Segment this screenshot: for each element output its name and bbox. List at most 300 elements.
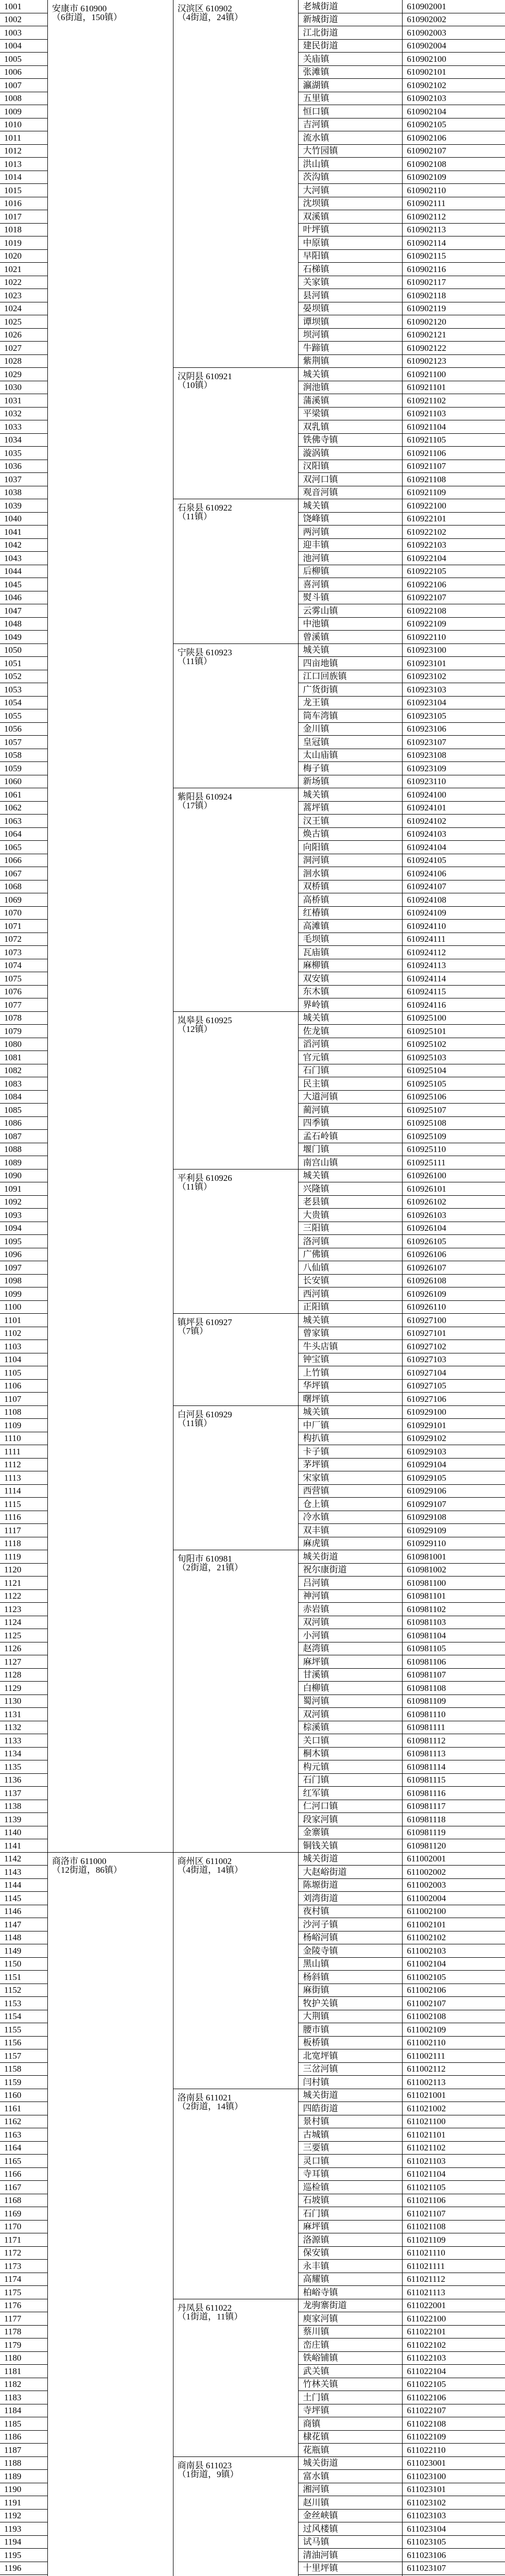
town-code: 610924103	[403, 827, 505, 841]
row-number: 1110	[0, 1432, 47, 1445]
row-number: 1100	[0, 1300, 47, 1314]
town-name: 中厂镇	[299, 1419, 403, 1432]
row-number: 1009	[0, 105, 47, 118]
town-code: 610926102	[403, 1195, 505, 1209]
town-name: 双安镇	[299, 972, 403, 986]
row-number: 1076	[0, 985, 47, 998]
row-number: 1094	[0, 1222, 47, 1235]
row-number: 1036	[0, 460, 47, 473]
town-name: 汉阳镇	[299, 460, 403, 473]
town-name: 城关街道	[299, 1550, 403, 1564]
town-name: 长安镇	[299, 1274, 403, 1287]
county-cell-text	[178, 1857, 294, 1874]
town-code: 611002110	[403, 2036, 505, 2049]
town-code: 610924108	[403, 893, 505, 907]
town-name: 峦庄镇	[299, 2338, 403, 2352]
town-code: 610921104	[403, 420, 505, 434]
row-number: 1008	[0, 92, 47, 105]
town-code: 610902102	[403, 79, 505, 92]
county-cell-continued	[173, 2483, 299, 2576]
row-number: 1129	[0, 1682, 47, 1695]
row-number: 1074	[0, 959, 47, 972]
county-cell-continued	[173, 2115, 299, 2299]
town-code: 610981114	[403, 1760, 505, 1774]
town-code: 611002101	[403, 1918, 505, 1931]
row-number: 1123	[0, 1603, 47, 1616]
town-code: 611021106	[403, 2194, 505, 2207]
row-number: 1025	[0, 315, 47, 329]
town-code: 610925105	[403, 1077, 505, 1091]
row-number: 1095	[0, 1235, 47, 1248]
town-name: 谭坝镇	[299, 315, 403, 329]
town-code: 610902103	[403, 92, 505, 105]
town-code: 610929103	[403, 1445, 505, 1459]
town-name: 黑山镇	[299, 1957, 403, 1971]
town-code: 610902106	[403, 131, 505, 145]
row-number: 1182	[0, 2378, 47, 2391]
town-name: 兴隆镇	[299, 1182, 403, 1196]
town-code: 610902118	[403, 289, 505, 302]
row-number: 1136	[0, 1773, 47, 1787]
row-number: 1168	[0, 2194, 47, 2207]
town-name: 金陵寺镇	[299, 1944, 403, 1958]
row-number: 1031	[0, 394, 47, 408]
town-code: 610922101	[403, 512, 505, 526]
town-name: 大赵峪街道	[299, 1866, 403, 1879]
town-code: 610924113	[403, 959, 505, 972]
town-code: 611002109	[403, 2023, 505, 2037]
town-name: 大贵镇	[299, 1209, 403, 1222]
town-name: 滔河镇	[299, 1038, 403, 1051]
county-cell-note: （2街道，21镇）	[177, 1563, 243, 1573]
town-code: 610926108	[403, 1274, 505, 1287]
town-code: 610925107	[403, 1104, 505, 1117]
row-number: 1167	[0, 2181, 47, 2194]
row-number: 1080	[0, 1038, 47, 1051]
row-number: 1022	[0, 276, 47, 289]
town-name: 县河镇	[299, 289, 403, 302]
town-name: 金川镇	[299, 722, 403, 736]
row-number: 1058	[0, 749, 47, 762]
town-name: 双桥镇	[299, 880, 403, 893]
row-number: 1139	[0, 1813, 47, 1826]
county-cell-name: 镇坪县 610927	[177, 1317, 232, 1328]
town-name: 城关镇	[299, 499, 403, 513]
row-number: 1181	[0, 2365, 47, 2378]
town-name: 构扒镇	[299, 1432, 403, 1445]
county-cell-continued	[173, 1195, 299, 1314]
row-number: 1039	[0, 499, 47, 513]
town-name: 腰市镇	[299, 2023, 403, 2037]
row-number: 1042	[0, 538, 47, 552]
row-number: 1154	[0, 2010, 47, 2023]
row-number: 1006	[0, 65, 47, 79]
town-name: 八仙镇	[299, 1261, 403, 1275]
row-number: 1078	[0, 1011, 47, 1025]
town-code: 610902108	[403, 158, 505, 171]
county-cell-name: 商南县 611023	[177, 2460, 232, 2470]
town-name: 佐龙镇	[299, 1025, 403, 1038]
row-number: 1093	[0, 1209, 47, 1222]
town-name: 西营镇	[299, 1484, 403, 1498]
town-name: 毛坝镇	[299, 933, 403, 946]
row-number: 1134	[0, 1747, 47, 1760]
row-number: 1170	[0, 2220, 47, 2233]
row-number: 1051	[0, 657, 47, 670]
town-code: 610924109	[403, 906, 505, 920]
city-cell-continued	[47, 1878, 173, 2576]
row-number: 1169	[0, 2207, 47, 2221]
row-number: 1133	[0, 1734, 47, 1748]
row-number: 1101	[0, 1314, 47, 1327]
row-number: 1118	[0, 1537, 47, 1550]
town-code: 610981103	[403, 1616, 505, 1629]
county-cell-text	[178, 648, 294, 666]
row-number: 1156	[0, 2036, 47, 2049]
town-name: 石门镇	[299, 1064, 403, 1077]
row-number: 1103	[0, 1340, 47, 1353]
town-name: 城关镇	[299, 1169, 403, 1182]
town-code: 610927106	[403, 1393, 505, 1406]
row-number: 1186	[0, 2430, 47, 2444]
row-number: 1157	[0, 2049, 47, 2063]
town-name: 双河镇	[299, 1708, 403, 1721]
town-name: 石坡镇	[299, 2194, 403, 2207]
row-number: 1166	[0, 2167, 47, 2181]
row-number: 1089	[0, 1156, 47, 1170]
town-name: 景村镇	[299, 2115, 403, 2128]
row-number: 1175	[0, 2286, 47, 2299]
town-code: 611002102	[403, 1931, 505, 1944]
town-name: 祝尔康街道	[299, 1563, 403, 1577]
town-code: 610922106	[403, 578, 505, 591]
row-number: 1117	[0, 1524, 47, 1537]
row-number: 1107	[0, 1393, 47, 1406]
town-name: 古城镇	[299, 2128, 403, 2142]
town-name: 沙河子镇	[299, 1918, 403, 1931]
town-name: 吉河镇	[299, 118, 403, 131]
row-number: 1030	[0, 381, 47, 394]
town-code: 610926104	[403, 1222, 505, 1235]
row-number: 1073	[0, 946, 47, 959]
town-name: 石门镇	[299, 2207, 403, 2221]
town-code: 610981001	[403, 1550, 505, 1564]
row-number: 1185	[0, 2417, 47, 2431]
town-code: 610924105	[403, 854, 505, 867]
town-code: 610926106	[403, 1248, 505, 1261]
row-number: 1046	[0, 591, 47, 604]
town-name: 洞河镇	[299, 854, 403, 867]
row-number: 1145	[0, 1892, 47, 1905]
row-number: 1029	[0, 368, 47, 381]
row-number: 1066	[0, 854, 47, 867]
town-name: 麻柳镇	[299, 959, 403, 972]
town-name: 麻坪镇	[299, 2220, 403, 2233]
row-number: 1137	[0, 1787, 47, 1800]
county-cell-note: （10镇）	[177, 380, 213, 391]
row-number: 1160	[0, 2089, 47, 2102]
row-number: 1056	[0, 722, 47, 736]
town-name: 夜村镇	[299, 1905, 403, 1918]
town-code: 610902113	[403, 223, 505, 236]
town-name: 城关街道	[299, 2456, 403, 2470]
row-number: 1047	[0, 604, 47, 618]
town-name: 中池镇	[299, 617, 403, 631]
town-name: 吕河镇	[299, 1577, 403, 1590]
town-code: 611023102	[403, 2496, 505, 2510]
row-number: 1173	[0, 2260, 47, 2273]
row-number: 1196	[0, 2562, 47, 2575]
town-code: 610929105	[403, 1471, 505, 1485]
county-cell-name: 洛南县 611021	[177, 2092, 232, 2103]
county-cell-name: 白河县 610929	[177, 1409, 232, 1419]
town-name: 广货街镇	[299, 683, 403, 697]
row-number: 1069	[0, 893, 47, 907]
town-code: 611022103	[403, 2351, 505, 2365]
row-number: 1190	[0, 2483, 47, 2496]
town-name: 北宽坪镇	[299, 2049, 403, 2063]
town-code: 610924112	[403, 946, 505, 959]
county-cell-text	[178, 1174, 294, 1191]
row-number: 1086	[0, 1116, 47, 1130]
town-code: 610981117	[403, 1800, 505, 1813]
town-code: 610926101	[403, 1182, 505, 1196]
county-cell-name: 汉阴县 610921	[177, 371, 232, 382]
town-name: 双丰镇	[299, 1524, 403, 1537]
town-name: 三岔河镇	[299, 2062, 403, 2076]
row-number: 1158	[0, 2062, 47, 2076]
town-code: 611002105	[403, 1971, 505, 1984]
town-name: 恒口镇	[299, 105, 403, 118]
row-number: 1050	[0, 643, 47, 657]
town-name: 后柳镇	[299, 565, 403, 578]
town-code: 611021103	[403, 2155, 505, 2168]
county-cell-name: 宁陕县 610923	[177, 647, 232, 657]
town-name: 城关镇	[299, 788, 403, 802]
town-name: 巡检镇	[299, 2181, 403, 2194]
town-code: 610981109	[403, 1694, 505, 1708]
county-cell-continued	[173, 815, 299, 1012]
town-code: 610922104	[403, 552, 505, 565]
county-cell-note: （17镇）	[177, 801, 213, 811]
town-name: 赤岩镇	[299, 1603, 403, 1616]
row-number: 1144	[0, 1878, 47, 1892]
town-code: 611002003	[403, 1878, 505, 1892]
town-code: 611002108	[403, 2010, 505, 2023]
row-number: 1191	[0, 2496, 47, 2510]
town-code: 610926105	[403, 1235, 505, 1248]
county-cell-continued	[173, 1038, 299, 1169]
row-number: 1105	[0, 1366, 47, 1380]
town-code: 610902104	[403, 105, 505, 118]
row-number: 1140	[0, 1826, 47, 1839]
town-name: 麻街镇	[299, 1984, 403, 1997]
town-name: 西河镇	[299, 1287, 403, 1301]
row-number: 1124	[0, 1616, 47, 1629]
town-code: 610929110	[403, 1537, 505, 1550]
county-cell	[173, 1169, 299, 1195]
town-code: 611021113	[403, 2286, 505, 2299]
town-name: 云雾山镇	[299, 604, 403, 618]
town-code: 610921108	[403, 473, 505, 486]
town-code: 610925111	[403, 1156, 505, 1170]
town-name: 铜钱关镇	[299, 1839, 403, 1853]
row-number: 1177	[0, 2312, 47, 2326]
row-number: 1184	[0, 2404, 47, 2417]
town-code: 611022107	[403, 2404, 505, 2417]
row-number: 1098	[0, 1274, 47, 1287]
town-name: 棕溪镇	[299, 1721, 403, 1734]
town-name: 土门镇	[299, 2391, 403, 2404]
town-code: 611021102	[403, 2141, 505, 2155]
county-cell-text	[178, 1318, 294, 1335]
town-name: 瓦庙镇	[299, 946, 403, 959]
row-number: 1151	[0, 1971, 47, 1984]
town-name: 界岭镇	[299, 998, 403, 1012]
county-cell-text	[178, 1016, 294, 1033]
town-code: 611002106	[403, 1984, 505, 1997]
town-name: 冷水镇	[299, 1511, 403, 1524]
town-name: 棣花镇	[299, 2430, 403, 2444]
town-code: 610921107	[403, 460, 505, 473]
county-cell	[173, 1314, 299, 1340]
town-code: 610924102	[403, 815, 505, 828]
town-code: 610981120	[403, 1839, 505, 1853]
row-number: 1087	[0, 1130, 47, 1143]
town-code: 611023001	[403, 2456, 505, 2470]
town-name: 铁佛寺镇	[299, 433, 403, 447]
town-name: 牛头店镇	[299, 1340, 403, 1353]
row-number: 1128	[0, 1668, 47, 1682]
row-number: 1142	[0, 1852, 47, 1866]
town-name: 城关街道	[299, 2089, 403, 2102]
town-name: 城关街道	[299, 1852, 403, 1866]
town-name: 三阳镇	[299, 1222, 403, 1235]
town-name: 麻坪镇	[299, 1655, 403, 1669]
row-number: 1062	[0, 801, 47, 815]
town-name: 桐木镇	[299, 1747, 403, 1760]
town-code: 611021105	[403, 2181, 505, 2194]
row-number: 1035	[0, 447, 47, 460]
town-name: 坝河镇	[299, 328, 403, 342]
town-code: 610925109	[403, 1130, 505, 1143]
town-name: 关庙镇	[299, 53, 403, 66]
county-cell-text	[178, 4, 294, 22]
town-name: 官元镇	[299, 1051, 403, 1064]
row-number: 1141	[0, 1839, 47, 1853]
row-number: 1122	[0, 1589, 47, 1603]
city-cell	[47, 1852, 173, 1878]
town-name: 城关镇	[299, 1011, 403, 1025]
county-cell-name: 平利县 610926	[177, 1173, 232, 1183]
county-cell-name: 石泉县 610922	[177, 503, 232, 513]
town-name: 洛河镇	[299, 1235, 403, 1248]
row-number: 1059	[0, 762, 47, 775]
town-code: 610902003	[403, 26, 505, 40]
county-cell	[173, 368, 299, 394]
row-number: 1178	[0, 2325, 47, 2338]
row-number: 1049	[0, 631, 47, 644]
town-name: 四季镇	[299, 1116, 403, 1130]
county-cell-text	[178, 2461, 294, 2479]
town-code: 611021107	[403, 2207, 505, 2221]
county-cell	[173, 1405, 299, 1432]
row-number: 1131	[0, 1708, 47, 1721]
town-code: 611022001	[403, 2299, 505, 2312]
row-number: 1040	[0, 512, 47, 526]
town-code: 610929101	[403, 1419, 505, 1432]
town-code: 611023104	[403, 2522, 505, 2536]
town-name: 赵川镇	[299, 2496, 403, 2510]
town-name: 大河镇	[299, 184, 403, 197]
row-number: 1130	[0, 1694, 47, 1708]
row-number: 1192	[0, 2509, 47, 2522]
town-code: 610981108	[403, 1682, 505, 1695]
city-cell	[47, 0, 173, 26]
town-name: 平梁镇	[299, 407, 403, 420]
town-code: 610927103	[403, 1353, 505, 1366]
town-code: 611023103	[403, 2509, 505, 2522]
row-number: 1065	[0, 841, 47, 854]
town-code: 610926109	[403, 1287, 505, 1301]
town-name: 闫村镇	[299, 2076, 403, 2089]
town-name: 洪山镇	[299, 158, 403, 171]
town-code: 610924116	[403, 998, 505, 1012]
row-number: 1060	[0, 775, 47, 788]
row-number: 1113	[0, 1471, 47, 1485]
row-number: 1119	[0, 1550, 47, 1564]
county-cell-note: （4街道，14镇）	[177, 1865, 243, 1875]
town-name: 双乳镇	[299, 420, 403, 434]
town-code: 610922105	[403, 565, 505, 578]
town-name: 寺坪镇	[299, 2404, 403, 2417]
row-number: 1048	[0, 617, 47, 631]
county-cell-continued	[173, 1432, 299, 1550]
town-name: 湘河镇	[299, 2483, 403, 2496]
town-code: 610902115	[403, 249, 505, 263]
town-name: 正阳镇	[299, 1300, 403, 1314]
table-row	[0, 1852, 505, 1866]
town-code: 610902110	[403, 184, 505, 197]
row-number: 1116	[0, 1511, 47, 1524]
row-number: 1099	[0, 1287, 47, 1301]
town-name: 红椿镇	[299, 906, 403, 920]
county-cell-note: （11镇）	[177, 512, 212, 522]
town-code: 610927102	[403, 1340, 505, 1353]
row-number: 1164	[0, 2141, 47, 2155]
row-number: 1102	[0, 1327, 47, 1340]
row-number: 1149	[0, 1944, 47, 1958]
town-code: 611021111	[403, 2260, 505, 2273]
town-code: 611002001	[403, 1852, 505, 1866]
table-row	[0, 26, 505, 40]
row-number: 1015	[0, 184, 47, 197]
town-name: 茨沟镇	[299, 171, 403, 184]
town-name: 池河镇	[299, 552, 403, 565]
row-number: 1070	[0, 906, 47, 920]
town-code: 610902112	[403, 210, 505, 224]
town-code: 610902117	[403, 276, 505, 289]
town-name: 向阳镇	[299, 841, 403, 854]
town-code: 611021112	[403, 2273, 505, 2286]
row-number: 1193	[0, 2522, 47, 2536]
town-name: 新城街道	[299, 13, 403, 26]
row-number: 1084	[0, 1090, 47, 1104]
row-number: 1010	[0, 118, 47, 131]
town-code: 610981118	[403, 1813, 505, 1826]
town-name: 洛源镇	[299, 2233, 403, 2247]
town-name: 汉王镇	[299, 815, 403, 828]
